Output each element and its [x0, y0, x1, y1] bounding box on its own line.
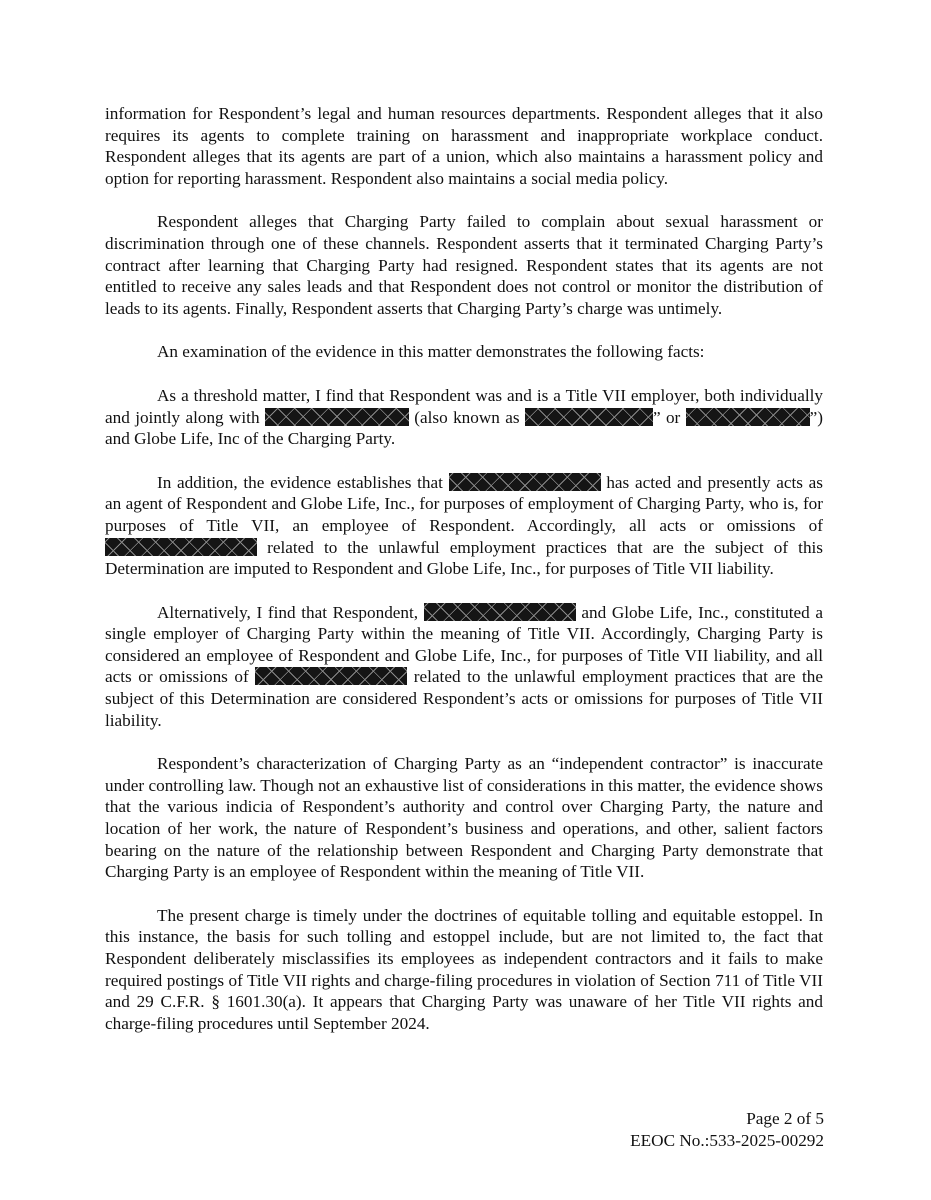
- paragraph-4-text-c: ” or: [652, 407, 686, 427]
- paragraph-5: [105, 472, 823, 580]
- redaction-block: [424, 603, 576, 621]
- paragraph-8: The present charge is timely under the doctrines of equitable tolling and equitable estoppel. In this instance, the basis for such tolling and estoppel include, but are not limited to, the fact that Respondent deliberately misclassifies its employees as independent contractors and it fails to make required postings of Title VII rights and charge-filing procedures in violation of Section 711 of Title VII and 29 C.F.R. § 1601.30(a). It appears that Charging Party was unaware of her Title VII rights and charge-filing procedures until September 2024.: [105, 905, 823, 1033]
- redaction-block: [105, 538, 257, 556]
- paragraph-6-text-a: Alternatively, I find that Respondent,: [157, 602, 424, 622]
- redaction-block: [686, 408, 810, 426]
- paragraph-5-text-a: In addition, the evidence establishes that: [157, 472, 449, 492]
- redaction-block: [265, 408, 409, 426]
- paragraph-2: Respondent alleges that Charging Party failed to complain about sexual harassment or discrimination through one of these channels. Respondent asserts that it terminated Charging Party’s contract after learning that Charging Party had resigned. Respondent states that its agents are not entitled to receive any sales leads and that Respondent does not control or monitor the distribution of leads to its agents. Finally, Respondent asserts that Charging Party’s charge was untimely.: [105, 212, 823, 318]
- paragraph-7: Respondent’s characterization of Charging Party as an “independent contractor” is inaccurate under controlling law. Though not an exhaustive list of considerations in this matter, the evidence shows that the various indicia of Respondent’s authority and control over Charging Party, the nature and location of her work, the nature of Respondent’s business and operations, and other, salient factors bearing on the nature of the relationship between Respondent and Charging Party demonstrate that Charging Party is an employee of Respondent within the meaning of Title VII.: [105, 754, 823, 882]
- paragraph-1: information for Respondent’s legal and human resources departments. Respondent alleges that it also requires its agents to complete training on harassment and inappropriate workplace conduct. Respondent alleges that its agents are part of a union, which also maintains a harassment policy and option for reporting harassment. Respondent also maintains a social media policy.: [105, 104, 823, 188]
- paragraph-4-text-a: As a threshold matter, I find that Respondent was and is a Title VII employer, both individually and jointly along with: [105, 385, 823, 427]
- document-body: [105, 103, 823, 1056]
- case-number: EEOC No.:533-2025-00292: [630, 1130, 824, 1150]
- redaction-block: [255, 667, 407, 685]
- paragraph-5-text-c: related to the unlawful employment practices that are the subject of this Determination are imputed to Respondent and Globe Life, Inc., for purposes of Title VII liability.: [105, 537, 823, 579]
- paragraph-6: [105, 602, 823, 732]
- paragraph-6-text-c: related to the unlawful employment practices that are the subject of this Determination are considered Respondent’s acts or omissions for purposes of Title VII liability.: [105, 667, 823, 730]
- paragraph-3: An examination of the evidence in this matter demonstrates the following facts:: [157, 342, 705, 362]
- paragraph-4-text-b: (also known as: [408, 407, 525, 427]
- paragraph-5-text-b: has acted and presently acts as an agent of Respondent and Globe Life, Inc., for purposes of employment of Charging Party, who is, for purposes of Title VII, an employee of Respondent. Accordingly, all acts or omissions of: [105, 472, 823, 535]
- redaction-block: [449, 473, 601, 491]
- paragraph-4: [105, 385, 823, 450]
- redaction-block: [525, 408, 653, 426]
- paragraph-4-text-d: ”) and Globe Life, Inc of the Charging Party.: [105, 407, 824, 449]
- paragraph-6-text-b: and Globe Life, Inc., constituted a single employer of Charging Party within the meaning of Title VII. Accordingly, Charging Party is considered an employee of Respondent and Globe Life, Inc., for purposes of Title VII liability, and all acts or omissions of: [105, 602, 823, 687]
- page-number: Page 2 of 5: [746, 1109, 824, 1128]
- page-footer: [630, 1108, 824, 1151]
